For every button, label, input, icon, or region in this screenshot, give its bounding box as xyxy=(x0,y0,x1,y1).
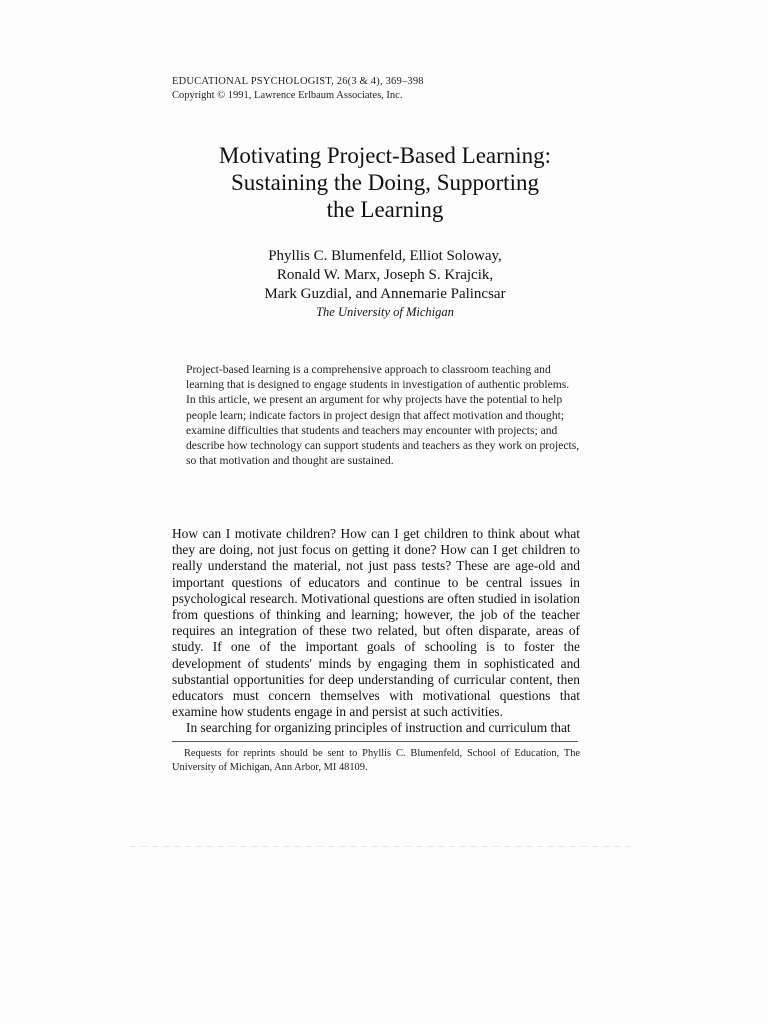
footnote-divider xyxy=(172,741,578,742)
title-line: the Learning xyxy=(326,197,444,222)
author-line: Mark Guzdial, and Annemarie Palincsar xyxy=(264,286,506,302)
abstract: Project-based learning is a comprehensive approach to classroom teaching and learning that is designed to engage students in investigation of authentic problems. In this article, we present an argument for why projects have the potential to help people learn; indicate factors in project design that affect motivation and thought; examine difficulties that students and teachers may encounter with projects; and describe how technology can support students and teachers as they work on projects, so that motivation and thought are sustained. xyxy=(186,363,580,468)
author-line: Ronald W. Marx, Joseph S. Krajcik, xyxy=(276,267,494,283)
title-line: Motivating Project-Based Learning: xyxy=(218,143,552,168)
footnote: Requests for reprints should be sent to Phyllis C. Blumenfeld, School of Education, The University of Michigan, Ann Arbor, MI 48109. xyxy=(172,748,580,773)
body-paragraph: How can I motivate children? How can I get children to think about what they are doing, not just focus on getting it done? How can I get children to really understand the material, not just pass tests? These are age-old and important questions of educators and continue to be central issues in psychological research. Motivational questions are often studied in isolation from questions of thinking and learning; however, the job of the teacher requires an integration of these two related, but often disparate, areas of study. If one of the important goals of schooling is to foster the development of students' minds by engaging them in sophisticated and substantial opportunities for deep understanding of curricular content, then educators must concern themselves with motivational questions that examine how students engage in and persist at such activities. xyxy=(172,526,580,720)
article-title xyxy=(150,142,620,223)
author-block xyxy=(170,247,600,320)
affiliation: The University of Michigan xyxy=(316,305,454,319)
copyright-notice: Copyright © 1991, Lawrence Erlbaum Associates, Inc. xyxy=(172,90,403,101)
journal-citation: EDUCATIONAL PSYCHOLOGIST, 26(3 & 4), 369–398 xyxy=(172,76,424,87)
body-text xyxy=(172,526,580,737)
body-paragraph: In searching for organizing principles of instruction and curriculum that xyxy=(186,720,571,736)
scan-artifact xyxy=(130,846,630,847)
author-line: Phyllis C. Blumenfeld, Elliot Soloway, xyxy=(268,248,502,264)
title-line: Sustaining the Doing, Supporting xyxy=(231,170,539,195)
journal-header xyxy=(172,75,592,103)
